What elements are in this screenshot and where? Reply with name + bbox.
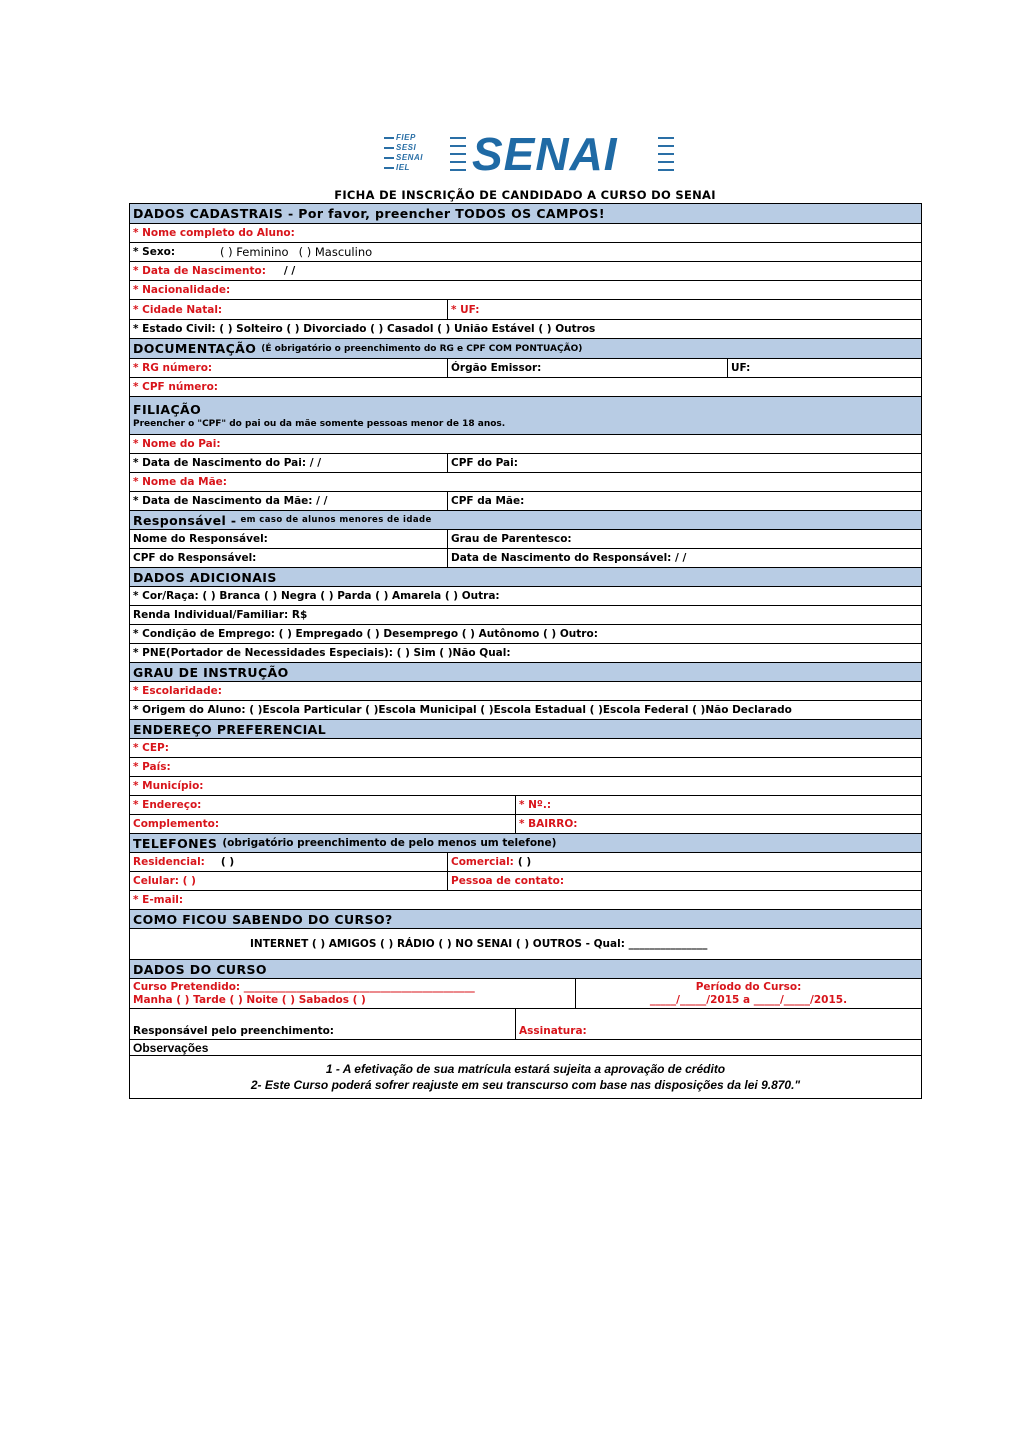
sexo-feminino-option[interactable]: ( ) Feminino: [220, 245, 289, 259]
curso-pretendido-label: Curso Pretendido: ____________________________________________: [133, 981, 475, 993]
celular-field[interactable]: Celular: ( ): [133, 875, 196, 887]
field-row: [130, 473, 921, 492]
field-row: [130, 320, 921, 339]
complemento-field[interactable]: Complemento:: [133, 818, 220, 830]
field-row: [130, 853, 921, 872]
rg-field[interactable]: * RG número:: [133, 362, 213, 374]
note-credito: 1 - A efetivação de sua matrícula estará sujeita a aprovação de crédito: [325, 1062, 726, 1076]
comercial-field[interactable]: [447, 853, 921, 871]
nascimento-responsavel-field[interactable]: Data de Nascimento do Responsável: / /: [447, 549, 921, 567]
periodo-curso-field[interactable]: [575, 979, 921, 1008]
section-header: ENDEREÇO PREFERENCIAL: [133, 721, 327, 737]
section-title: TELEFONES: [133, 835, 218, 851]
field-row: [130, 625, 921, 644]
field-row: [130, 359, 921, 378]
field-row: [130, 262, 921, 281]
senai-logo: [384, 128, 676, 180]
grau-parentesco-field[interactable]: Grau de Parentesco:: [447, 530, 921, 548]
nacionalidade-field[interactable]: * Nacionalidade:: [133, 284, 231, 296]
notes-block: [130, 1056, 921, 1098]
section-dados-adicionais: [130, 568, 921, 587]
bairro-field[interactable]: * BAIRRO:: [515, 815, 921, 833]
nascimento-label: * Data de Nascimento:: [133, 265, 266, 277]
periodo-label: Período do Curso:: [695, 981, 802, 993]
numero-field[interactable]: * Nº.:: [515, 796, 921, 814]
logo-text-senai-small: SENAI: [396, 153, 423, 162]
municipio-field[interactable]: * Município:: [133, 780, 204, 792]
residencial-paren: ( ): [220, 856, 235, 868]
cpf-mae-field[interactable]: CPF da Mãe:: [447, 492, 921, 510]
field-row: [130, 530, 921, 549]
section-header: [130, 834, 921, 852]
page-title: FICHA DE INSCRIÇÃO DE CANDIDADO A CURSO DO SENAI: [334, 188, 716, 202]
field-row: [130, 549, 921, 568]
section-header: [130, 339, 921, 358]
field-row: [130, 929, 921, 960]
origem-aluno-field[interactable]: * Origem do Aluno: ( )Escola Particular ( )Escola Municipal ( )Escola Estadual ( )Escola Federal ( )Não Declarado: [133, 704, 792, 716]
section-title: DOCUMENTAÇÃO: [133, 341, 257, 356]
section-header: GRAU DE INSTRUÇÃO: [133, 664, 289, 680]
section-header: DADOS CADASTRAIS - Por favor, preencher TODOS OS CAMPOS!: [133, 206, 605, 221]
cpf-responsavel-field[interactable]: CPF do Responsável:: [133, 552, 257, 564]
section-grau-instrucao: [130, 663, 921, 682]
assinatura-field[interactable]: Assinatura:: [515, 1009, 921, 1039]
section-note: (É obrigatório o preenchimento do RG e CPF COM PONTUAÇÃO): [261, 343, 583, 354]
periodo-datas: _____/_____/2015 a _____/_____/2015.: [649, 994, 848, 1006]
field-row: [130, 644, 921, 663]
residencial-label: Residencial:: [133, 856, 205, 868]
section-header: COMO FICOU SABENDO DO CURSO?: [133, 911, 393, 927]
field-row: [130, 758, 921, 777]
cep-field[interactable]: * CEP:: [133, 742, 169, 754]
responsavel-preenchimento-field[interactable]: Responsável pelo preenchimento:: [133, 1025, 335, 1037]
escolaridade-field[interactable]: * Escolaridade:: [133, 685, 222, 697]
field-row: [130, 815, 921, 834]
section-header: [130, 397, 921, 434]
emprego-field[interactable]: * Condição de Emprego: ( ) Empregado ( ) Desemprego ( ) Autônomo ( ) Outro:: [133, 628, 598, 640]
field-row: [130, 492, 921, 511]
field-row: [130, 777, 921, 796]
nascimento-mae-field[interactable]: * Data de Nascimento da Mãe: / /: [133, 495, 328, 507]
nascimento-pai-field[interactable]: * Data de Nascimento do Pai: / /: [133, 457, 322, 469]
field-row: [130, 1009, 921, 1040]
section-note: em caso de alunos menores de idade: [240, 515, 432, 525]
field-row: [130, 1040, 921, 1056]
section-title: FILIAÇÃO: [133, 402, 202, 417]
section-responsavel: [130, 511, 921, 530]
sexo-masculino-option[interactable]: ( ) Masculino: [298, 245, 373, 259]
logo-text-fiep: FIEP: [396, 133, 416, 142]
section-endereco: [130, 720, 921, 739]
renda-field[interactable]: Renda Individual/Familiar: R$: [133, 609, 308, 621]
section-como-ficou: [130, 910, 921, 929]
logo-text-sesi: SESI: [396, 143, 417, 152]
cidade-natal-field[interactable]: * Cidade Natal:: [133, 303, 223, 316]
notes-row: [130, 1056, 921, 1098]
field-row[interactable]: [130, 224, 921, 243]
endereco-field[interactable]: * Endereço:: [133, 799, 202, 811]
field-row: [130, 872, 921, 891]
field-row: [130, 682, 921, 701]
section-note: Preencher o "CPF" do pai ou da mãe somente pessoas menor de 18 anos.: [133, 419, 506, 429]
fiep-sesi-senai-iel-mark: [384, 131, 434, 177]
field-row: [130, 281, 921, 300]
comercial-label: Comercial:: [451, 856, 514, 868]
section-note: (obrigatório preenchimento de pelo menos um telefone): [222, 837, 557, 849]
curso-pretendido-field[interactable]: [130, 979, 575, 1008]
registration-form: [129, 203, 922, 1099]
cor-raca-field[interactable]: * Cor/Raça: ( ) Branca ( ) Negra ( ) Parda ( ) Amarela ( ) Outra:: [133, 590, 500, 602]
sexo-label: * Sexo:: [133, 246, 176, 258]
section-telefones: [130, 834, 921, 853]
field-row: [130, 378, 921, 397]
field-row: [130, 243, 921, 262]
pais-field[interactable]: * País:: [133, 761, 171, 773]
field-row: [130, 796, 921, 815]
note-reajuste: 2- Este Curso poderá sofrer reajuste em seu transcurso com base nas disposições da lei 9.870.": [250, 1078, 801, 1092]
nome-aluno-field[interactable]: * Nome completo do Aluno:: [133, 227, 295, 239]
section-filiacao: [130, 397, 921, 435]
estado-civil-field[interactable]: * Estado Civil: ( ) Solteiro ( ) Divorciado ( ) Casadol ( ) União Estável ( ) Outros: [133, 323, 596, 335]
cpf-field[interactable]: * CPF número:: [133, 381, 218, 393]
nascimento-slashes: / /: [283, 265, 296, 277]
nome-mae-field[interactable]: * Nome da Mãe:: [133, 476, 227, 488]
field-row: [130, 891, 921, 910]
logo-text-iel: IEL: [396, 163, 410, 172]
section-title: Responsável -: [133, 512, 237, 528]
field-row: [130, 606, 921, 625]
como-ficou-options[interactable]: INTERNET ( ) AMIGOS ( ) RÁDIO ( ) NO SENAI ( ) OUTROS - Qual: _______________: [250, 938, 708, 950]
section-dados-curso: [130, 960, 921, 979]
cpf-pai-field[interactable]: CPF do Pai:: [447, 454, 921, 472]
senai-brand: [450, 128, 676, 180]
field-row: [130, 300, 921, 320]
section-header: DADOS DO CURSO: [133, 961, 267, 977]
rg-uf-field[interactable]: UF:: [727, 359, 921, 377]
turno-options[interactable]: Manha ( ) Tarde ( ) Noite ( ) Sabados ( ): [133, 994, 366, 1006]
section-header: DADOS ADICIONAIS: [133, 569, 277, 585]
pessoa-contato-field[interactable]: Pessoa de contato:: [447, 872, 921, 890]
section-header: [130, 511, 921, 529]
field-row: [130, 435, 921, 454]
section-dados-cadastrais: [130, 204, 921, 224]
nascimento-field[interactable]: [130, 262, 921, 280]
field-row: [130, 701, 921, 720]
nome-responsavel-field[interactable]: Nome do Responsável:: [133, 533, 268, 545]
field-row: [130, 979, 921, 1009]
senai-wordmark: SENAI: [472, 128, 618, 180]
field-row: [130, 739, 921, 758]
orgao-emissor-field[interactable]: Órgão Emissor:: [447, 359, 727, 377]
field-row: [130, 587, 921, 606]
section-documentacao: [130, 339, 921, 359]
residencial-field[interactable]: [130, 853, 447, 871]
observacoes-label: Observações: [133, 1040, 209, 1055]
nome-pai-field[interactable]: * Nome do Pai:: [133, 438, 221, 450]
uf-field[interactable]: * UF:: [447, 300, 921, 319]
comercial-paren: ( ): [517, 856, 532, 868]
pne-field[interactable]: * PNE(Portador de Necessidades Especiais): ( ) Sim ( )Não Qual:: [133, 647, 511, 659]
email-field[interactable]: * E-mail:: [133, 894, 184, 906]
sexo-field: [130, 243, 921, 261]
field-row: [130, 454, 921, 473]
